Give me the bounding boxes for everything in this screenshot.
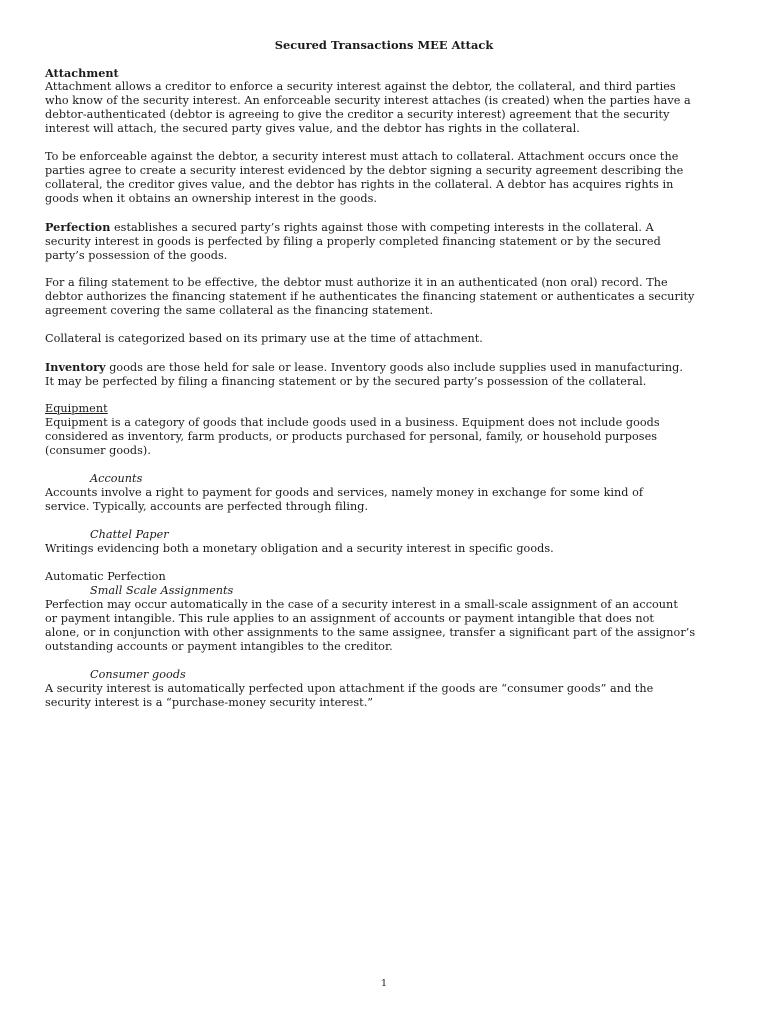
attachment-p1-line: Attachment allows a creditor to enforce a security interest against the debtor, the collateral, and third parties xyxy=(45,80,676,93)
small-scale-heading: Small Scale Assignments xyxy=(90,584,234,597)
filing-line: agreement covering the same collateral as the financing statement. xyxy=(45,304,434,317)
consumer-goods-line: security interest is a “purchase-money security interest.” xyxy=(45,696,374,709)
equipment-line: Equipment is a category of goods that include goods used in a business. Equipment does not include goods xyxy=(45,416,660,429)
automatic-perfection-heading: Automatic Perfection xyxy=(45,570,166,583)
accounts-section xyxy=(45,472,735,514)
equipment-heading: Equipment xyxy=(45,402,108,415)
accounts-line: service. Typically, accounts are perfected through filing. xyxy=(45,500,369,513)
chattel-paper-heading: Chattel Paper xyxy=(90,528,169,541)
perfection-paragraph xyxy=(45,220,735,263)
attachment-p1-line: debtor-authenticated (debtor is agreeing to give the creditor a security interest) agreement that the security xyxy=(45,108,670,121)
perfection-term: Perfection xyxy=(45,220,111,234)
page-number: 1 xyxy=(380,978,388,989)
automatic-perfection-line: outstanding accounts or payment intangibles to the creditor. xyxy=(45,640,393,653)
attachment-paragraph-2 xyxy=(45,150,735,206)
attachment-p1-line: who know of the security interest. An enforceable security interest attaches (is created) when the parties have a xyxy=(45,94,691,107)
inventory-paragraph xyxy=(45,360,735,389)
equipment-line: (consumer goods). xyxy=(45,444,151,457)
collateral-paragraph xyxy=(45,332,735,346)
attachment-p2-line: collateral, the creditor gives value, and the debtor has rights in the collateral. A debtor has acquires rights in xyxy=(45,178,674,191)
attachment-p2-line: parties agree to create a security interest evidenced by the debtor signing a security agreement describing the xyxy=(45,164,684,177)
inventory-line-1-rest: goods are those held for sale or lease. Inventory goods also include supplies used in manufacturing. xyxy=(105,361,683,374)
perfection-line: security interest in goods is perfected by filing a properly completed financing statement or by the secured xyxy=(45,235,661,248)
automatic-perfection-line: or payment intangible. This rule applies to an assignment of accounts or payment intangible that does not xyxy=(45,612,654,625)
filing-line: debtor authorizes the financing statement if he authenticates the financing statement or authenticates a security xyxy=(45,290,695,303)
consumer-goods-line: A security interest is automatically perfected upon attachment if the goods are “consumer goods” and the xyxy=(45,682,654,695)
collateral-line: Collateral is categorized based on its primary use at the time of attachment. xyxy=(45,332,483,345)
inventory-line-2: It may be perfected by filing a financing statement or by the secured party’s possession of the collateral. xyxy=(45,375,647,388)
equipment-line: considered as inventory, farm products, or products purchased for personal, family, or household purposes xyxy=(45,430,658,443)
perfection-line-1-rest: establishes a secured party’s rights against those with competing interests in the collateral. A xyxy=(110,221,654,234)
inventory-term: Inventory xyxy=(45,360,106,374)
document-title: Secured Transactions MEE Attack xyxy=(274,38,494,52)
accounts-line: Accounts involve a right to payment for goods and services, namely money in exchange for some kind of xyxy=(45,486,644,499)
equipment-section xyxy=(45,402,735,458)
attachment-p1-line: interest will attach, the secured party gives value, and the debtor has rights in the collateral. xyxy=(45,122,580,135)
perfection-line: party’s possession of the goods. xyxy=(45,249,228,262)
filing-line: For a filing statement to be effective, the debtor must authorize it in an authenticated (non oral) record. The xyxy=(45,276,668,289)
chattel-paper-line: Writings evidencing both a monetary obligation and a security interest in specific goods. xyxy=(45,542,554,555)
attachment-heading: Attachment xyxy=(45,66,119,80)
attachment-section xyxy=(45,66,735,136)
consumer-goods-section xyxy=(45,668,735,710)
perfection-line-1 xyxy=(45,220,735,235)
accounts-heading: Accounts xyxy=(90,472,143,485)
attachment-p2-line: To be enforceable against the debtor, a security interest must attach to collateral. Attachment occurs once the xyxy=(45,150,679,163)
filing-paragraph xyxy=(45,276,735,318)
automatic-perfection-line: alone, or in conjunction with other assignments to the same assignee, transfer a significant part of the assignor’s xyxy=(45,626,696,639)
automatic-perfection-line: Perfection may occur automatically in the case of a security interest in a small-scale assignment of an account xyxy=(45,598,678,611)
consumer-goods-heading: Consumer goods xyxy=(90,668,186,681)
attachment-p2-line: goods when it obtains an ownership interest in the goods. xyxy=(45,192,378,205)
inventory-line-1 xyxy=(45,360,735,375)
automatic-perfection-section xyxy=(45,570,735,654)
chattel-paper-section xyxy=(45,528,735,556)
